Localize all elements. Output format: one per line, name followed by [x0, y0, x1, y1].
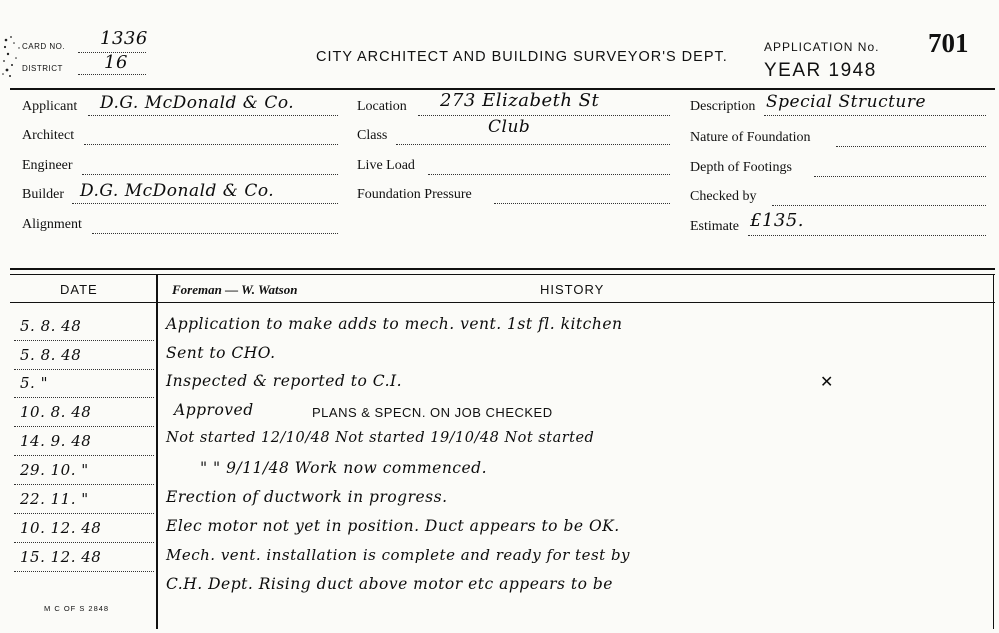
history-date: 10. 12. 48	[20, 519, 102, 537]
nature-of-foundation-line	[836, 146, 986, 147]
nature-of-foundation-label: Nature of Foundation	[690, 130, 811, 145]
application-no-label: APPLICATION No.	[764, 40, 880, 54]
date-row-line	[14, 571, 154, 572]
history-date: 22. 11. "	[20, 490, 89, 508]
application-no-value: 701	[928, 28, 969, 58]
history-date: 10. 8. 48	[20, 403, 92, 421]
department-title: CITY ARCHITECT AND BUILDING SURVEYOR'S DEPT.	[316, 49, 728, 65]
applicant-line	[88, 115, 338, 116]
application-year: YEAR 1948	[764, 60, 877, 81]
history-entry: Mech. vent. installation is complete and ready for test by	[166, 546, 631, 564]
date-row-line	[14, 513, 154, 514]
card-no-value: 1336	[100, 28, 148, 49]
history-date: 5. 8. 48	[20, 346, 82, 364]
checked-by-label: Checked by	[690, 189, 757, 204]
history-entry: Not started 12/10/48 Not started 19/10/48 Not started	[166, 430, 595, 446]
district-line	[78, 74, 146, 75]
applicant-label: Applicant	[22, 99, 78, 114]
date-row-line	[14, 340, 154, 341]
builder-label: Builder	[22, 187, 64, 202]
history-entry: Application to make adds to mech. vent. 1st fl. kitchen	[166, 315, 623, 333]
architect-line	[84, 144, 338, 145]
history-column-divider	[156, 274, 158, 629]
history-entry: C.H. Dept. Rising duct above motor etc appears to be	[166, 575, 613, 593]
class-value: Club	[488, 117, 531, 137]
estimate-value: £135.	[750, 210, 805, 231]
history-date: 5. "	[20, 374, 48, 392]
builder-line	[72, 203, 338, 204]
district-value: 16	[104, 52, 128, 73]
foreman-name: Foreman — W. Watson	[172, 282, 298, 297]
depth-of-footings-line	[814, 176, 986, 177]
foundation-pressure-label: Foundation Pressure	[357, 187, 472, 202]
history-entry: Sent to CHO.	[166, 344, 276, 362]
estimate-line	[748, 235, 986, 236]
builder-value: D.G. McDonald & Co.	[80, 181, 275, 201]
history-entry: Inspected & reported to C.I.	[166, 372, 403, 390]
history-entry: Erection of ductwork in progress.	[166, 488, 448, 506]
date-row-line	[14, 397, 154, 398]
live-load-label: Live Load	[357, 158, 415, 173]
history-top-rule	[10, 268, 995, 270]
history-date: 5. 8. 48	[20, 317, 82, 335]
date-column-header: DATE	[60, 282, 98, 297]
architect-label: Architect	[22, 128, 75, 143]
alignment-line	[92, 233, 338, 234]
date-row-line	[14, 484, 154, 485]
applicant-value: D.G. McDonald & Co.	[100, 93, 295, 113]
description-value: Special Structure	[766, 92, 927, 112]
history-date: 14. 9. 48	[20, 432, 92, 450]
history-entry: Elec motor not yet in position. Duct appears to be OK.	[166, 517, 620, 535]
checked-by-line	[772, 205, 986, 206]
engineer-line	[82, 174, 338, 175]
location-value: 273 Elizabeth St	[440, 90, 600, 111]
alignment-label: Alignment	[22, 217, 82, 232]
class-line	[396, 144, 670, 145]
date-row-line	[14, 426, 154, 427]
history-column-header: HISTORY	[540, 282, 605, 297]
district-label: DISTRICT	[22, 64, 63, 73]
location-label: Location	[357, 99, 407, 114]
location-line	[418, 115, 670, 116]
history-date: 15. 12. 48	[20, 548, 102, 566]
date-row-line	[14, 369, 154, 370]
history-entry: Approved	[174, 401, 254, 419]
class-label: Class	[357, 128, 388, 143]
engineer-label: Engineer	[22, 158, 73, 173]
description-line	[764, 115, 986, 116]
estimate-label: Estimate	[690, 219, 739, 234]
history-right-border	[993, 274, 994, 629]
history-entry: " " 9/11/48 Work now commenced.	[200, 459, 488, 477]
live-load-line	[428, 174, 670, 175]
history-date: 29. 10. "	[20, 461, 89, 479]
date-row-line	[14, 455, 154, 456]
description-label: Description	[690, 99, 756, 114]
date-row-line	[14, 542, 154, 543]
plans-checked-stamp: PLANS & SPECN. ON JOB CHECKED	[312, 405, 553, 420]
card-no-label: CARD NO.	[22, 42, 66, 51]
tick-mark-icon: ✕	[820, 372, 834, 391]
form-code: M C OF S 2848	[44, 604, 110, 613]
foundation-pressure-line	[494, 203, 670, 204]
depth-of-footings-label: Depth of Footings	[690, 160, 792, 175]
